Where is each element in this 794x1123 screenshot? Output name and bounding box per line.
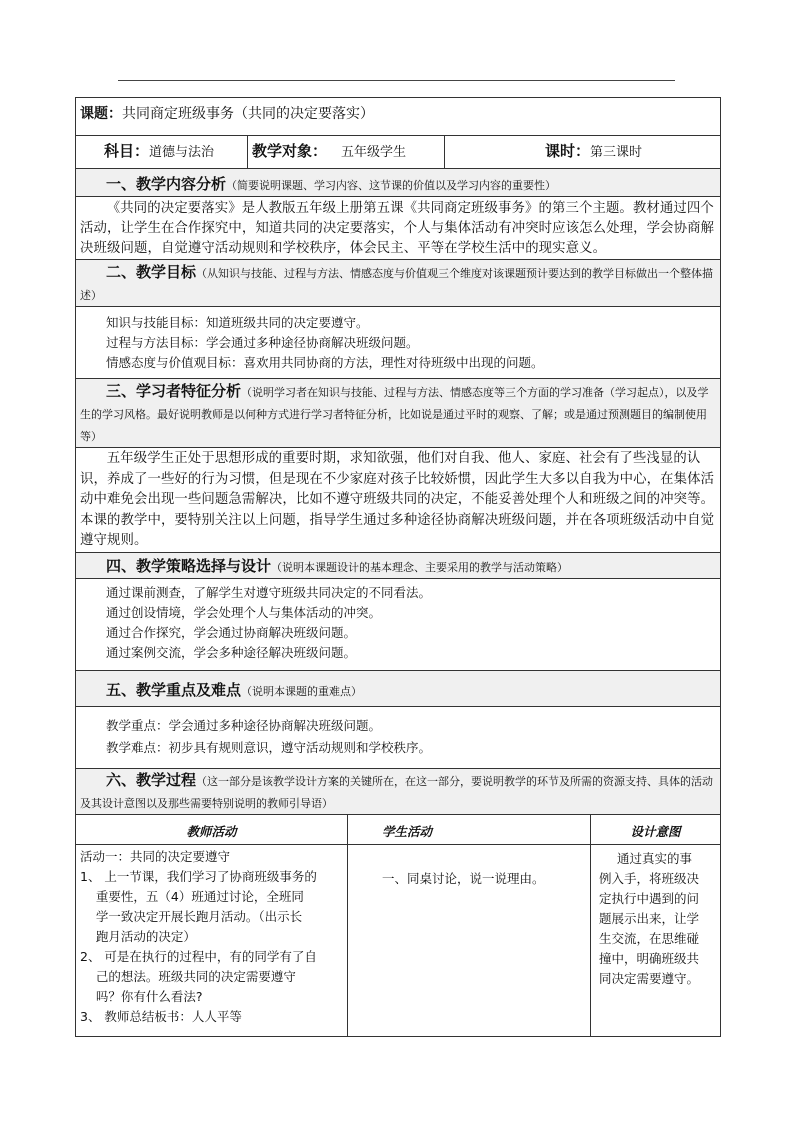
section-5-body-row — [76, 706, 721, 768]
lesson-plan-table — [75, 97, 721, 1037]
intent-line-7: 同决定需要遵守。 — [599, 970, 700, 986]
period-value: 第三课时 — [590, 145, 643, 160]
intent-line-4: 题展示出来，让学 — [599, 910, 700, 926]
section-1-note: （简要说明课题、学习内容、这节课的价值以及学习内容的重要性） — [226, 179, 557, 192]
section-6-title: 六、教学过程 — [106, 770, 197, 789]
teacher-line-1: 活动一：共同的决定要遵守 — [80, 848, 231, 864]
section-6-header — [76, 768, 721, 814]
header-rule — [118, 80, 675, 81]
process-header-row — [76, 814, 721, 844]
section-2-body-row — [76, 307, 721, 379]
section-4-title: 四、教学策略选择与设计 — [106, 556, 272, 575]
teacher-line-3: 重要性，五（4）班通过讨论，全班同 — [80, 888, 304, 904]
col-teacher-activity: 教师活动 — [186, 823, 237, 839]
teacher-line-6: 2、 可是在执行的过程中，有的同学有了自 — [80, 948, 317, 964]
col-design-intent: 设计意图 — [630, 823, 681, 839]
section-2-title: 二、教学目标 — [106, 263, 197, 281]
teacher-line-7: 己的想法。班级共同的决定需要遵守 — [80, 968, 296, 984]
intent-line-2: 例入手，将班级决 — [599, 870, 700, 886]
topic-label: 课题： — [80, 106, 122, 122]
period-label: 课时： — [545, 142, 591, 160]
section-3-header — [76, 379, 721, 448]
section-1-title: 一、教学内容分析 — [106, 175, 227, 193]
teacher-line-9: 3、 教师总结板书：人人平等 — [80, 1008, 242, 1024]
goal-attitude: 情感态度与价值观目标：喜欢用共同协商的方法，理性对待班级中出现的问题。 — [106, 355, 544, 370]
section-1-body-row — [76, 197, 721, 260]
section-4-note: （说明本课题设计的基本理念、主要采用的教学与活动策略） — [271, 560, 569, 574]
strategy-1: 通过课前测查，了解学生对遵守班级共同决定的不同看法。 — [106, 584, 432, 600]
col-student-activity: 学生活动 — [382, 823, 433, 839]
teacher-line-2: 1、 上一节课，我们学习了协商班级事务的 — [80, 868, 317, 884]
intent-line-3: 定执行中遇到的问 — [599, 890, 700, 906]
activity-1-row — [76, 844, 721, 1036]
subject-value: 道德与法治 — [149, 145, 215, 160]
topic-value: 共同商定班级事务（共同的决定要落实） — [122, 106, 374, 122]
section-4-body-row — [76, 578, 721, 670]
key-point: 教学重点：学会通过多种途径协商解决班级问题。 — [106, 717, 382, 733]
difficult-point: 教学难点：初步具有规则意识，遵守活动规则和学校秩序。 — [106, 739, 432, 755]
lesson-plan-document — [75, 97, 720, 1037]
teacher-line-4: 学一致决定开展长跑月活动。（出示长 — [80, 908, 303, 924]
audience-label: 教学对象： — [252, 142, 328, 160]
subject-row — [76, 136, 721, 169]
goal-process: 过程与方法目标：学会通过多种途径协商解决班级问题。 — [106, 335, 419, 350]
section-6-note: （这一部分是该教学设计方案的关键所在，在这一部分，要说明教学的环节及所需的资源支持、具体的活动及其设计意图以及那些需要特别说明的教师引导语） — [80, 774, 714, 810]
strategy-4: 通过案例交流，学会多种途径解决班级问题。 — [106, 644, 357, 660]
intent-line-1: 通过真实的事 — [617, 850, 693, 866]
section-3-note: （说明学习者在知识与技能、过程与方法、情感态度等三个方面的学习准备（学习起点），以及学生的学习风格。最好说明教师是以何种方式进行学习者特征分析，比如说是通过平时的观察、了解；或是通过预测题目的编制使用等） — [80, 386, 709, 443]
subject-label: 科目： — [104, 142, 150, 160]
section-5-header — [76, 670, 721, 706]
section-3-body-row — [76, 448, 721, 553]
section-3-body: 五年级学生正处于思想形成的重要时期，求知欲强，他们对自我、他人、家庭、社会有了些浅显的认识，养成了一些好的行为习惯，但是现在不少家庭对孩子比较娇惯，因此学生大多以自我为中心，在集体活动中难免会出现一些问题急需解决，比如不遵守班级共同的决定，不能妥善处理个人和班级之间的冲突等。本课的教学中，要特别关注以上问题，指导学生通过多种途径协商解决班级问题，并在各项班级活动中自觉遵守规则。 — [80, 451, 715, 548]
section-2-header — [76, 260, 721, 307]
section-1-body: 《共同的决定要落实》是人教版五年级上册第五课《共同商定班级事务》的第三个主题。教材通过四个活动，让学生在合作探究中，知道共同的决定要落实，个人与集体活动有冲突时应该怎么处理，学会协商解决班级问题，自觉遵守活动规则和学校秩序，体会民主、平等在学校生活中的现实意义。 — [80, 201, 715, 256]
intent-line-6: 撞中，明确班级共 — [599, 950, 700, 966]
strategy-2: 通过创设情境，学会处理个人与集体活动的冲突。 — [106, 604, 382, 620]
topic-row — [76, 98, 721, 136]
teacher-line-5: 跑月活动的决定） — [80, 928, 196, 944]
goal-knowledge: 知识与技能目标：知道班级共同的决定要遵守。 — [106, 315, 369, 330]
strategy-3: 通过合作探究，学会通过协商解决班级问题。 — [106, 624, 357, 640]
section-2-note: （从知识与技能、过程与方法、情感态度与价值观三个维度对该课题预计要达到的教学目标做出一个整体描述） — [80, 267, 714, 302]
intent-line-5: 生交流，在思维碰 — [599, 930, 700, 946]
section-3-title: 三、学习者特征分析 — [106, 382, 242, 400]
teacher-line-8: 吗？你有什么看法? — [80, 988, 203, 1004]
student-activity-1: 一、同桌讨论，说一说理由。 — [382, 870, 545, 886]
section-5-note: （说明本课题的重难点） — [241, 684, 363, 698]
audience-value: 五年级学生 — [341, 145, 407, 160]
section-1-header — [76, 169, 721, 197]
section-5-title: 五、教学重点及难点 — [106, 680, 242, 699]
section-4-header — [76, 552, 721, 578]
